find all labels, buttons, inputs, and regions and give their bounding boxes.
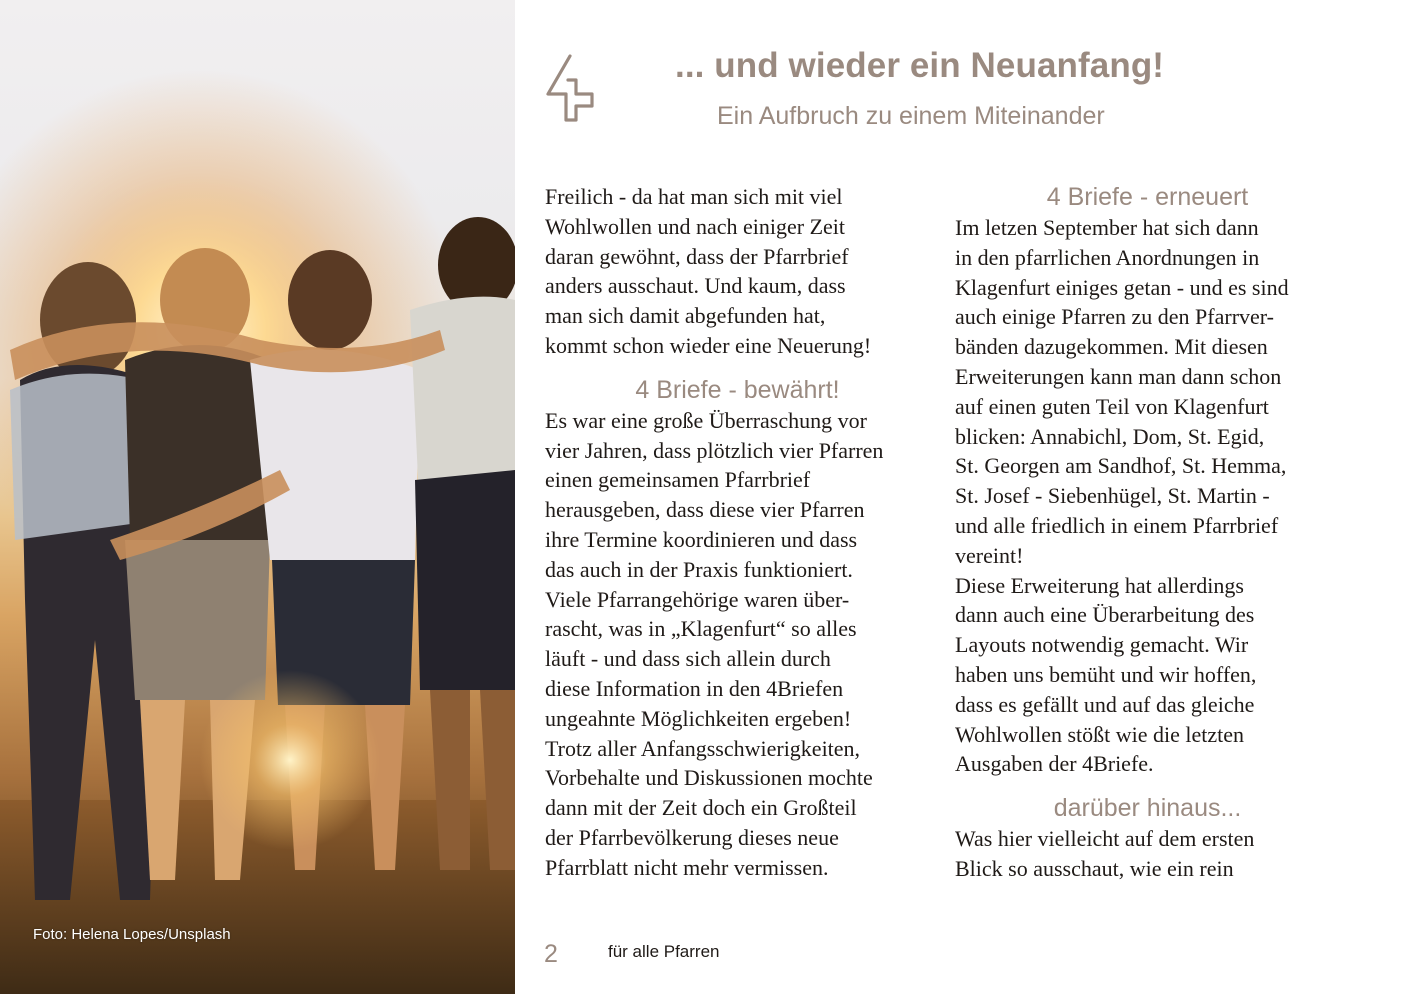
intro-paragraph: Freilich - da hat man sich mit viel Wohlwollen und nach einiger Zeit daran gewöhnt, dass der Pfarrbrief anders ausschaut. Und kaum, dass man sich damit abgefunden hat, kommt schon wieder eine Neuerung! bbox=[545, 184, 872, 358]
page-title: ... und wieder ein Neuanfang! bbox=[675, 46, 1165, 85]
footer-text: für alle Pfarren bbox=[608, 942, 720, 961]
section-heading: 4 Briefe - bewährt! bbox=[635, 375, 840, 404]
article-column-left bbox=[545, 182, 930, 883]
section-paragraph: Es war eine große Überraschung vor vier Jahren, dass plötzlich vier Pfarren einen gemeinsamen Pfarrbrief herausgeben, dass diese vier Pfarren ihre Termine koordinieren und dass das auch in der Praxis funktioniert. Viele Pfarrangehörige waren über- rascht, was in „Klagenfurt“ so alles läuft - und dass sich allein durch diese Information in den 4Briefen ungeahnte Möglichkeiten ergeben! Trotz aller Anfangsschwierigkeiten, Vorbehalte und Diskussionen mochte dann mit der Zeit doch ein Großteil der Pfarrbevölkerung dieses neue Pfarrblatt nicht mehr vermissen. bbox=[545, 407, 884, 880]
photo-credit: Foto: Helena Lopes/Unsplash bbox=[33, 926, 231, 943]
section-paragraph: Was hier vielleicht auf dem ersten Blick so ausschaut, wie ein rein bbox=[955, 826, 1255, 881]
section-paragraph: Im letzen September hat sich dann in den pfarrlichen Anordnungen in Klagenfurt einiges getan - und es sind auch einige Pfarren zu den Pfarrver- bänden dazugekommen. Mit diesen Erweiterungen kann man dann schon auf einen guten Teil von Klagenfurt blicken: Annabichl, Dom, St. Egid, St. Georgen am Sandhof, St. Hemma, St. Josef - Siebenhügel, St. Martin - und alle friedlich in einem Pfarrbrief vereint! Diese Erweiterung hat allerdings dann auch eine Überarbeitung des Layouts notwendig gemacht. Wir haben uns bemüht und wir hoffen, dass es gefällt und auf das gleiche Wohlwollen stößt wie die letzten Ausgaben der 4Briefe. bbox=[955, 215, 1289, 777]
page-subtitle: Ein Aufbruch zu einem Miteinander bbox=[717, 102, 1105, 130]
article-column-right bbox=[955, 182, 1340, 884]
cover-photo bbox=[0, 0, 515, 994]
photo-illustration bbox=[0, 0, 515, 994]
page-number: 2 bbox=[544, 940, 558, 968]
section-heading: darüber hinaus... bbox=[1053, 794, 1242, 823]
4-cross-logo-icon bbox=[540, 50, 600, 124]
section-heading: 4 Briefe - erneuert bbox=[1046, 183, 1249, 211]
